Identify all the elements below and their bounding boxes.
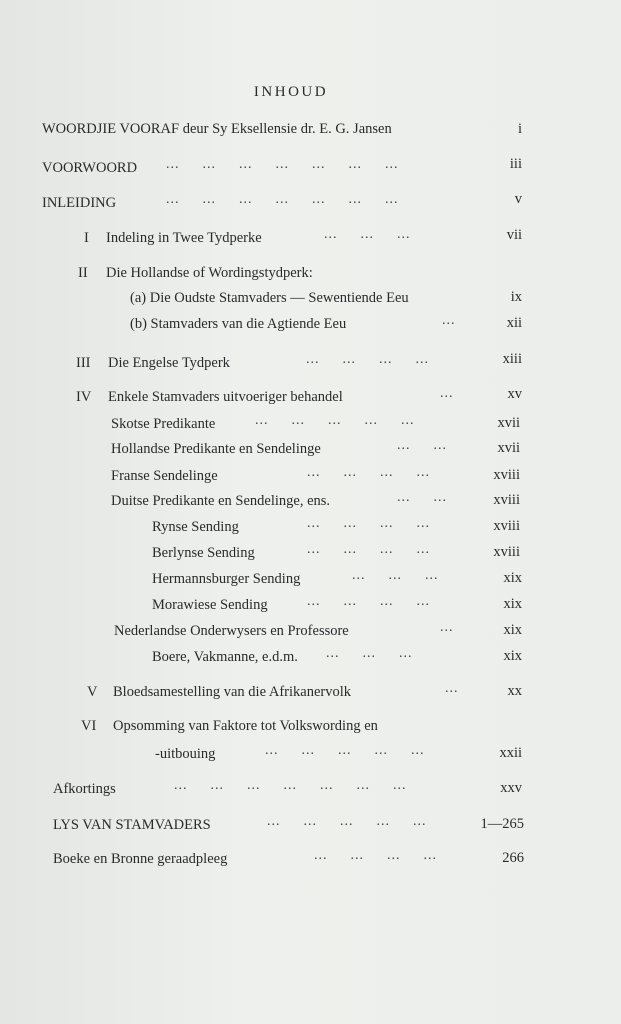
leader-dots: ... <box>442 313 456 328</box>
toc-page-number: vii <box>506 227 522 243</box>
toc-entry-label: LYS VAN STAMVADERS <box>53 817 211 833</box>
toc-entry-label: Die Hollandse of Wordingstydperk: <box>106 265 313 281</box>
leader-dots: ... ... <box>397 490 447 505</box>
toc-entry-label: Boeke en Bronne geraadpleeg <box>53 851 228 867</box>
toc-entry-label: Franse Sendelinge <box>111 468 218 484</box>
toc-page-number: xvii <box>497 440 520 456</box>
toc-page-number: xiii <box>502 351 522 367</box>
toc-entry-boere-vakmanne <box>152 647 472 667</box>
leader-dots: ... ... ... ... <box>307 594 430 609</box>
chapter-number: III <box>76 355 91 371</box>
toc-entry-label: Morawiese Sending <box>152 597 268 613</box>
leader-dots: ... ... ... ... <box>307 542 430 557</box>
toc-page-number: xii <box>506 315 522 331</box>
toc-entry-duitse-predikante <box>111 491 471 511</box>
toc-entry-morawiese-sending <box>152 595 472 615</box>
toc-entry-inleiding <box>42 193 472 213</box>
toc-entry-sub-b <box>130 314 470 334</box>
chapter-number: II <box>78 265 88 281</box>
toc-page-number: ix <box>510 289 522 305</box>
toc-entry-hermannsburger-sending <box>152 569 472 589</box>
toc-entry-label: Afkortings <box>53 781 116 797</box>
toc-entry-label: Skotse Predikante <box>111 416 216 432</box>
toc-entry-label: Die Engelse Tydperk <box>108 355 230 371</box>
toc-entry-rynse-sending <box>152 517 472 537</box>
toc-entry-chapter-ii <box>78 263 478 283</box>
toc-entry-label: (b) Stamvaders van die Agtiende Eeu <box>130 316 347 332</box>
toc-entry-label: Bloedsamestelling van die Afrikanervolk <box>113 684 351 700</box>
toc-page-number: xviii <box>493 518 520 534</box>
leader-dots: ... ... <box>397 438 447 453</box>
toc-entry-label: Opsomming van Faktore tot Volkswording en <box>113 718 378 734</box>
toc-page-number: xix <box>503 648 522 664</box>
leader-dots: ... ... ... <box>324 227 411 242</box>
toc-page-number: xviii <box>493 492 520 508</box>
chapter-number: VI <box>81 718 97 734</box>
leader-dots: ... ... ... ... <box>314 848 437 863</box>
toc-entry-chapter-iii <box>76 353 476 373</box>
leader-dots: ... <box>445 681 459 696</box>
chapter-number: V <box>87 684 98 700</box>
toc-page-number: 266 <box>502 850 524 866</box>
toc-entry-label: Berlynse Sending <box>152 545 255 561</box>
leader-dots: ... <box>440 386 454 401</box>
toc-entry-lys-van-stamvaders <box>53 815 473 835</box>
leader-dots: ... ... ... <box>352 568 439 583</box>
toc-entry-voorwoord <box>42 158 472 178</box>
chapter-number: IV <box>76 389 92 405</box>
toc-entry-berlynse-sending <box>152 543 472 563</box>
toc-entry-franse-sendelinge <box>111 466 471 486</box>
toc-page-number: xxv <box>500 780 522 796</box>
toc-entry-label: Indeling in Twee Tydperke <box>106 230 262 246</box>
leader-dots: ... ... ... ... ... ... ... <box>166 157 399 172</box>
toc-entry-chapter-iv <box>76 387 476 407</box>
leader-dots: ... ... ... ... ... <box>265 743 425 758</box>
toc-page-number: xix <box>503 596 522 612</box>
toc-entry-label: (a) Die Oudste Stamvaders — Sewentiende Eeu <box>130 290 409 306</box>
toc-page-number: 1—265 <box>480 816 524 832</box>
toc-page-number: xviii <box>493 544 520 560</box>
toc-page-number: xx <box>507 683 522 699</box>
toc-entry-sub-a <box>130 288 470 308</box>
toc-entry-boeke-en-bronne <box>53 849 473 869</box>
leader-dots: ... ... ... ... <box>306 352 429 367</box>
leader-dots: ... ... ... ... ... <box>267 814 427 829</box>
toc-page-number: i <box>517 121 522 137</box>
toc-entry-label: Hollandse Predikante en Sendelinge <box>111 441 321 457</box>
toc-page-number: xvii <box>497 415 520 431</box>
toc-page-number: xxii <box>499 745 522 761</box>
leader-dots: ... ... ... ... ... ... ... <box>174 778 407 793</box>
toc-entry-label: Enkele Stamvaders uitvoeriger behandel <box>108 389 343 405</box>
leader-dots: ... ... ... ... ... <box>255 413 415 428</box>
page-title: INHOUD <box>253 84 329 100</box>
toc-page-number: xv <box>507 386 522 402</box>
toc-entry-label: INLEIDING <box>42 195 117 211</box>
toc-entry-chapter-i <box>84 228 474 248</box>
toc-entry-hollandse-predikante <box>111 439 471 459</box>
leader-dots: ... ... ... ... <box>307 516 430 531</box>
toc-entry-skotse-predikante <box>111 414 471 434</box>
leader-dots: ... ... ... ... ... ... ... <box>166 192 399 207</box>
toc-entry-uitbouing <box>155 744 475 764</box>
toc-entry-label: Boere, Vakmanne, e.d.m. <box>152 649 298 665</box>
toc-page-number: xix <box>503 622 522 638</box>
leader-dots: ... ... ... <box>326 646 413 661</box>
toc-page-number: xix <box>503 570 522 586</box>
toc-page-number: iii <box>509 156 522 172</box>
toc-entry-label: Hermannsburger Sending <box>152 571 301 587</box>
toc-entry-label: Nederlandse Onderwysers en Professore <box>114 623 349 639</box>
toc-entry-label: WOORDJIE VOORAF deur Sy Eksellensie dr. E. G. Jansen <box>42 121 392 137</box>
chapter-number: I <box>84 230 89 246</box>
toc-page-number: v <box>514 191 522 207</box>
toc-page-number: xviii <box>493 467 520 483</box>
leader-dots: ... ... ... ... <box>307 465 430 480</box>
leader-dots: ... <box>440 620 454 635</box>
toc-entry-nederlandse-onderwysers <box>114 621 474 641</box>
toc-entry-label: Duitse Predikante en Sendelinge, ens. <box>111 493 331 509</box>
toc-entry-chapter-vi <box>81 716 481 736</box>
toc-entry-label: VOORWOORD <box>42 160 138 176</box>
toc-entry-label: -uitbouing <box>155 746 216 762</box>
toc-entry-afkortings <box>53 779 473 799</box>
toc-entry-chapter-v <box>87 682 477 702</box>
toc-entry-label: Rynse Sending <box>152 519 239 535</box>
